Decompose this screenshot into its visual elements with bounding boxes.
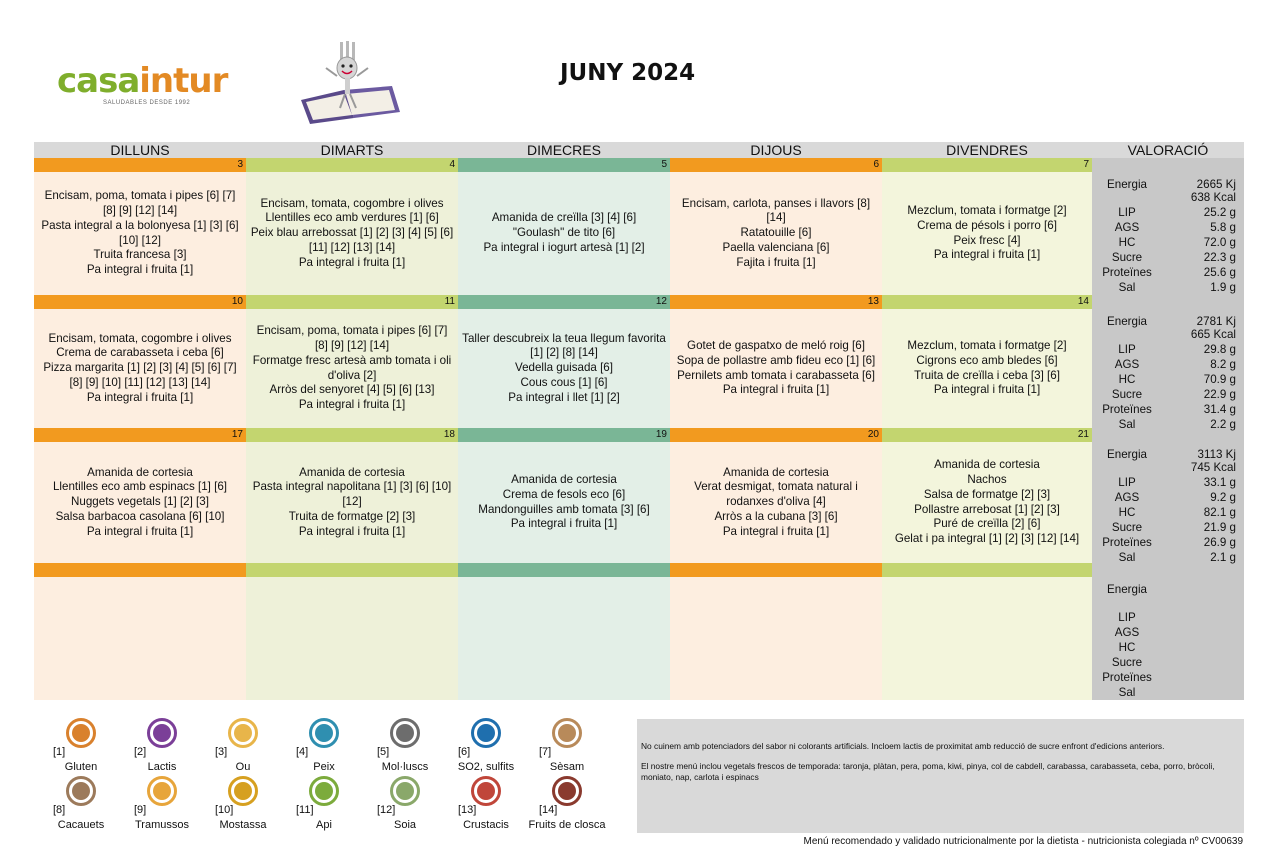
menu-cell (670, 172, 882, 295)
allergen-name: Sèsam (549, 761, 585, 773)
valoracio-label: LIP (1118, 611, 1136, 624)
allergen-icon-fill (153, 724, 171, 742)
allergen-icon-fill (477, 724, 495, 742)
allergen-number: [1] (53, 746, 66, 758)
menu-item: Taller descubreix la teua llegum favorita [1] [2] [8] [14] (462, 331, 666, 360)
day-header-thursday: DIJOUS (670, 142, 882, 158)
egg-icon (228, 718, 258, 748)
allergen-item (283, 718, 365, 776)
menu-item: Pa integral i llet [1] [2] (508, 390, 620, 404)
crab-icon (471, 776, 501, 806)
valoracio-value: 2781 Kj (1196, 315, 1236, 328)
valoracio-value: 70.9 g (1203, 373, 1236, 386)
date-bar: 21 (882, 428, 1092, 442)
day-header-wednesday: DIMECRES (458, 142, 670, 158)
allergen-icon-fill (72, 782, 90, 800)
menu-item: Pasta integral a la bolonyesa [1] [3] [6] [10] [12] (41, 218, 239, 247)
allergen-item (202, 776, 284, 834)
allergen-icon-fill (315, 724, 333, 742)
allergen-name: Lactis (147, 761, 177, 773)
valoracio-label: AGS (1114, 491, 1140, 504)
note-text: El nostre menú inclou vegetals frescos de temporada: taronja, plàtan, pera, poma, kiwi, pinya, col de cabdell, carabassa, carabasseta, ceba, porro, bròcoli, moniato, nap, carlota i espinacs (641, 761, 1215, 782)
date-bar: 17 (34, 428, 246, 442)
valoracio-value: 2.2 g (1210, 418, 1236, 431)
allergen-name: Mostassa (219, 819, 267, 831)
allergen-name: Gluten (64, 761, 98, 773)
valoracio-label: Proteïnes (1102, 403, 1152, 416)
fork-book-mascot-icon (296, 38, 406, 128)
valoracio-value: 22.9 g (1203, 388, 1236, 401)
allergen-icon-fill (396, 782, 414, 800)
menu-item: Cous cous [1] [6] (520, 375, 608, 389)
allergen-name: Mol·luscs (381, 761, 429, 773)
valoracio-label: AGS (1114, 221, 1140, 234)
menu-item: Verat desmigat, tomata natural i rodanxes d'oliva [4] (694, 480, 858, 509)
menu-item: Nachos (967, 472, 1007, 486)
valoracio-value: 22.3 g (1203, 251, 1236, 264)
date-bar: 13 (670, 295, 882, 309)
valoracio-label: HC (1118, 236, 1136, 249)
allergen-number: [5] (377, 746, 390, 758)
menu-item: Fajita i fruita [1] (736, 255, 816, 269)
menu-item: Pa integral i fruita [1] (722, 524, 830, 538)
valoracio-value: 2665 Kj (1196, 178, 1236, 191)
menu-item: Pizza margarita [1] [2] [3] [4] [5] [6] [7] [8] [9] [10] [11] [12] [13] [14] (43, 361, 237, 389)
valoracio-value: 82.1 g (1203, 506, 1236, 519)
menu-item: Ratatouille [6] (740, 226, 812, 240)
menu-item: Pa integral i fruita [1] (86, 263, 194, 277)
allergen-icon-fill (72, 724, 90, 742)
menu-cell (34, 172, 246, 295)
menu-cell (882, 442, 1092, 563)
menu-item: Crema de pésols i porro [6] (917, 218, 1057, 232)
menu-item: Amanida de cortesia (723, 465, 829, 479)
valoracio-value: 31.4 g (1203, 403, 1236, 416)
note-text: No cuinem amb potenciadors del sabor ni colorants artificials. Incloem lactis de proximitat amb reducció de sucre enfront d'edicions anteriors. (641, 741, 1165, 751)
nut-icon (552, 776, 582, 806)
menu-item: Sopa de pollastre amb fideu eco [1] [6] (676, 353, 876, 367)
valoracio-value: 1.9 g (1210, 281, 1236, 294)
valoracio-label: HC (1118, 641, 1136, 654)
menu-cell (670, 309, 882, 428)
allergen-item (445, 776, 527, 834)
footer-text: Menú recomendado y validado nutricionalmente por la dietista - nutricionista colegiada nº CV00639 (803, 836, 1243, 847)
allergen-item (364, 776, 446, 834)
menu-item: Pa integral i fruita [1] (86, 524, 194, 538)
menu-cell (882, 172, 1092, 295)
brand-name-part2: intur (139, 61, 228, 101)
menu-item: Pa integral i fruita [1] (298, 398, 406, 412)
menu-cell (246, 172, 458, 295)
valoracio-label: Sal (1118, 281, 1136, 294)
allergen-name: Peix (313, 761, 335, 773)
menu-item: Encisam, tomata, cogombre i olives (48, 331, 232, 345)
menu-item: Truita de formatge [2] [3] (288, 509, 416, 523)
menu-item: "Goulash" de tito [6] (512, 226, 616, 240)
menu-item: Peix fresc [4] (953, 233, 1021, 247)
menu-item: Pollastre arrebosat [1] [2] [3] (914, 502, 1060, 516)
shell-icon (390, 718, 420, 748)
soy-icon (390, 776, 420, 806)
valoracio-label: HC (1118, 506, 1136, 519)
menu-grid (34, 142, 1244, 700)
wheat-icon (66, 718, 96, 748)
valoracio-label: Sucre (1111, 388, 1143, 401)
menu-cell (458, 172, 670, 295)
menu-item: Pa integral i fruita [1] (298, 524, 406, 538)
menu-cell (34, 442, 246, 563)
allergen-name: Ou (235, 761, 251, 773)
menu-cell (246, 577, 458, 700)
menu-item: Pa integral i iogurt artesà [1] [2] (483, 240, 645, 254)
allergen-icon-fill (558, 724, 576, 742)
menu-item: Puré de creïlla [2] [6] (933, 517, 1041, 531)
valoracio-label: Proteïnes (1102, 671, 1152, 684)
menu-item: Truita francesa [3] (93, 248, 187, 262)
allergen-name: SO2, sulfits (457, 761, 515, 773)
menu-item: Encisam, poma, tomata i pipes [6] [7] [8] [9] [12] [14] (256, 324, 448, 352)
allergen-item (121, 776, 203, 834)
menu-cell (458, 577, 670, 700)
allergen-item (526, 718, 608, 776)
menu-item: Pasta integral napolitana [1] [3] [6] [10] [12] (252, 480, 452, 509)
valoracio-value: 33.1 g (1203, 476, 1236, 489)
valoracio-label: Energia (1107, 448, 1147, 461)
valoracio-value: 665 Kcal (1190, 328, 1236, 341)
date-bar: 4 (246, 158, 458, 172)
allergen-icon-fill (558, 782, 576, 800)
allergen-icon-fill (477, 782, 495, 800)
menu-item: Crema de carabasseta i ceba [6] (56, 346, 224, 360)
sulphite-icon (471, 718, 501, 748)
valoracio-label: AGS (1114, 626, 1140, 639)
menu-item: Amanida de cortesia (511, 472, 617, 486)
valoracio-value: 8.2 g (1210, 358, 1236, 371)
menu-item: Pa integral i fruita [1] (933, 383, 1041, 397)
allergen-number: [12] (377, 804, 396, 816)
celery-icon (309, 776, 339, 806)
valoracio-value: 21.9 g (1203, 521, 1236, 534)
menu-item: Gelat i pa integral [1] [2] [3] [12] [14] (894, 532, 1080, 546)
valoracio-label: AGS (1114, 358, 1140, 371)
menu-item: Truita de creïlla i ceba [3] [6] (914, 368, 1060, 382)
menu-item: Pa integral i fruita [1] (722, 383, 830, 397)
date-bar: 3 (34, 158, 246, 172)
allergen-item (202, 718, 284, 776)
brand-logo (57, 61, 228, 112)
date-bar: 19 (458, 428, 670, 442)
lupin-icon (147, 776, 177, 806)
menu-cell (34, 577, 246, 700)
valoracio-label: Proteïnes (1102, 536, 1152, 549)
menu-item: Vedella guisada [6] (515, 361, 613, 375)
valoracio-label: HC (1118, 373, 1136, 386)
valoracio-value: 9.2 g (1210, 491, 1236, 504)
allergen-number: [11] (296, 804, 314, 816)
menu-item: Pa integral i fruita [1] (510, 517, 618, 531)
menu-item: Pa integral i fruita [1] (298, 255, 406, 269)
allergen-name: Tramussos (135, 819, 189, 831)
allergen-icon-fill (315, 782, 333, 800)
allergen-item (526, 776, 608, 834)
menu-item: Llentilles eco amb verdures [1] [6] (265, 211, 439, 225)
menu-item: Encisam, carlota, panses i llavors [8] [14] (681, 196, 871, 225)
menu-item: Encisam, tomata, cogombre i olives (260, 196, 444, 210)
valoracio-value: 638 Kcal (1190, 191, 1236, 204)
menu-item: Mezclum, tomata i formatge [2] (907, 203, 1067, 217)
allergen-item (121, 718, 203, 776)
allergen-number: [13] (458, 804, 477, 816)
menu-item: Pa integral i fruita [1] (86, 390, 194, 404)
date-bar: 5 (458, 158, 670, 172)
date-bar: 20 (670, 428, 882, 442)
valoracio-label: Sucre (1111, 656, 1143, 669)
allergen-number: [4] (296, 746, 309, 758)
sesame-icon (552, 718, 582, 748)
menu-cell (34, 309, 246, 428)
valoracio-label: Sucre (1111, 251, 1143, 264)
menu-item: Arròs del senyoret [4] [5] [6] [13] (269, 383, 435, 397)
menu-item: Arròs a la cubana [3] [6] (714, 509, 838, 523)
menu-item: Salsa barbacoa casolana [6] [10] (55, 509, 225, 523)
notes-box (637, 719, 1244, 833)
date-bar: 14 (882, 295, 1092, 309)
allergen-number: [3] (215, 746, 228, 758)
allergen-legend (40, 718, 640, 836)
valoracio-label: Energia (1107, 315, 1147, 328)
day-header-tuesday: DIMARTS (246, 142, 458, 158)
menu-cell (458, 309, 670, 428)
allergen-number: [8] (53, 804, 66, 816)
date-bar (34, 563, 246, 577)
allergen-item (40, 776, 122, 834)
allergen-name: Soia (393, 819, 417, 831)
menu-item: Cigrons eco amb bledes [6] (916, 353, 1058, 367)
brand-tagline: SALUDABLES DESDE 1992 (103, 100, 191, 106)
allergen-name: Cacauets (57, 819, 105, 831)
menu-item: Paella valenciana [6] (722, 240, 830, 254)
fish-icon (309, 718, 339, 748)
date-bar (882, 563, 1092, 577)
valoracio-label: Proteïnes (1102, 266, 1152, 279)
page-title: JUNY 2024 (560, 60, 696, 86)
allergen-icon-fill (234, 782, 252, 800)
menu-cell (246, 309, 458, 428)
day-header-friday: DIVENDRES (882, 142, 1092, 158)
allergen-item (364, 718, 446, 776)
menu-item: Pa integral i fruita [1] (933, 248, 1041, 262)
menu-item: Crema de fesols eco [6] (502, 487, 626, 501)
valoracio-label: LIP (1118, 476, 1136, 489)
valoracio-header: VALORACIÓ (1092, 142, 1244, 158)
valoracio-value: 29.8 g (1203, 343, 1236, 356)
valoracio-value: 25.6 g (1203, 266, 1236, 279)
menu-cell (882, 577, 1092, 700)
menu-item: Mezclum, tomata i formatge [2] (907, 338, 1067, 352)
valoracio-value: 745 Kcal (1190, 461, 1236, 474)
valoracio-value: 5.8 g (1210, 221, 1236, 234)
date-bar: 6 (670, 158, 882, 172)
date-bar: 18 (246, 428, 458, 442)
allergen-name: Fruits de closca (528, 819, 606, 831)
valoracio-value: 26.9 g (1203, 536, 1236, 549)
peanut-icon (66, 776, 96, 806)
menu-cell (670, 577, 882, 700)
date-bar (458, 563, 670, 577)
menu-item: Peix blau arrebossat [1] [2] [3] [4] [5] [6] [11] [12] [13] [14] (250, 226, 454, 254)
menu-cell (882, 309, 1092, 428)
date-bar: 11 (246, 295, 458, 309)
date-bar: 10 (34, 295, 246, 309)
menu-cell (246, 442, 458, 563)
valoracio-label: Sal (1118, 686, 1136, 699)
allergen-number: [14] (539, 804, 558, 816)
menu-item: Salsa de formatge [2] [3] (923, 487, 1051, 501)
valoracio-value: 2.1 g (1210, 551, 1236, 564)
valoracio-label: LIP (1118, 206, 1136, 219)
allergen-icon-fill (153, 782, 171, 800)
valoracio-label: Sal (1118, 418, 1136, 431)
allergen-number: [6] (458, 746, 471, 758)
menu-item: Pernilets amb tomata i carabasseta [6] (677, 368, 875, 382)
menu-item: Amanida de creïlla [3] [4] [6] (491, 211, 637, 225)
valoracio-label: Sucre (1111, 521, 1143, 534)
valoracio-label: Sal (1118, 551, 1136, 564)
valoracio-label: LIP (1118, 343, 1136, 356)
menu-item: Nuggets vegetals [1] [2] [3] (71, 495, 209, 509)
allergen-number: [10] (215, 804, 234, 816)
valoracio-label: Energia (1107, 178, 1147, 191)
menu-item: Amanida de cortesia (87, 465, 193, 479)
menu-item: Encisam, poma, tomata i pipes [6] [7] [8] [9] [12] [14] (44, 189, 236, 217)
allergen-item (445, 718, 527, 776)
date-bar (670, 563, 882, 577)
valoracio-label: Energia (1107, 583, 1147, 596)
day-header-monday: DILLUNS (34, 142, 246, 158)
valoracio-value: 72.0 g (1203, 236, 1236, 249)
allergen-name: Api (316, 819, 332, 831)
allergen-number: [7] (539, 746, 552, 758)
menu-cell (670, 442, 882, 563)
valoracio-value: 25.2 g (1203, 206, 1236, 219)
allergen-icon-fill (396, 724, 414, 742)
mustard-icon (228, 776, 258, 806)
menu-item: Amanida de cortesia (299, 465, 405, 479)
date-bar (246, 563, 458, 577)
allergen-item (283, 776, 365, 834)
menu-item: Formatge fresc artesà amb tomata i oli d'oliva [2] (252, 353, 452, 382)
menu-item: Llentilles eco amb espinacs [1] [6] (52, 480, 227, 494)
brand-name-part1: casa (57, 61, 140, 101)
allergen-name: Crustacis (463, 819, 509, 831)
allergen-number: [2] (134, 746, 147, 758)
milk-icon (147, 718, 177, 748)
allergen-number: [9] (134, 804, 147, 816)
date-bar: 12 (458, 295, 670, 309)
menu-item: Gotet de gaspatxo de meló roig [6] (687, 338, 865, 352)
date-bar: 7 (882, 158, 1092, 172)
menu-item: Mandonguilles amb tomata [3] [6] (478, 502, 650, 516)
allergen-item (40, 718, 122, 776)
menu-item: Amanida de cortesia (934, 458, 1040, 472)
menu-cell (458, 442, 670, 563)
allergen-icon-fill (234, 724, 252, 742)
valoracio-value: 3113 Kj (1197, 448, 1236, 461)
